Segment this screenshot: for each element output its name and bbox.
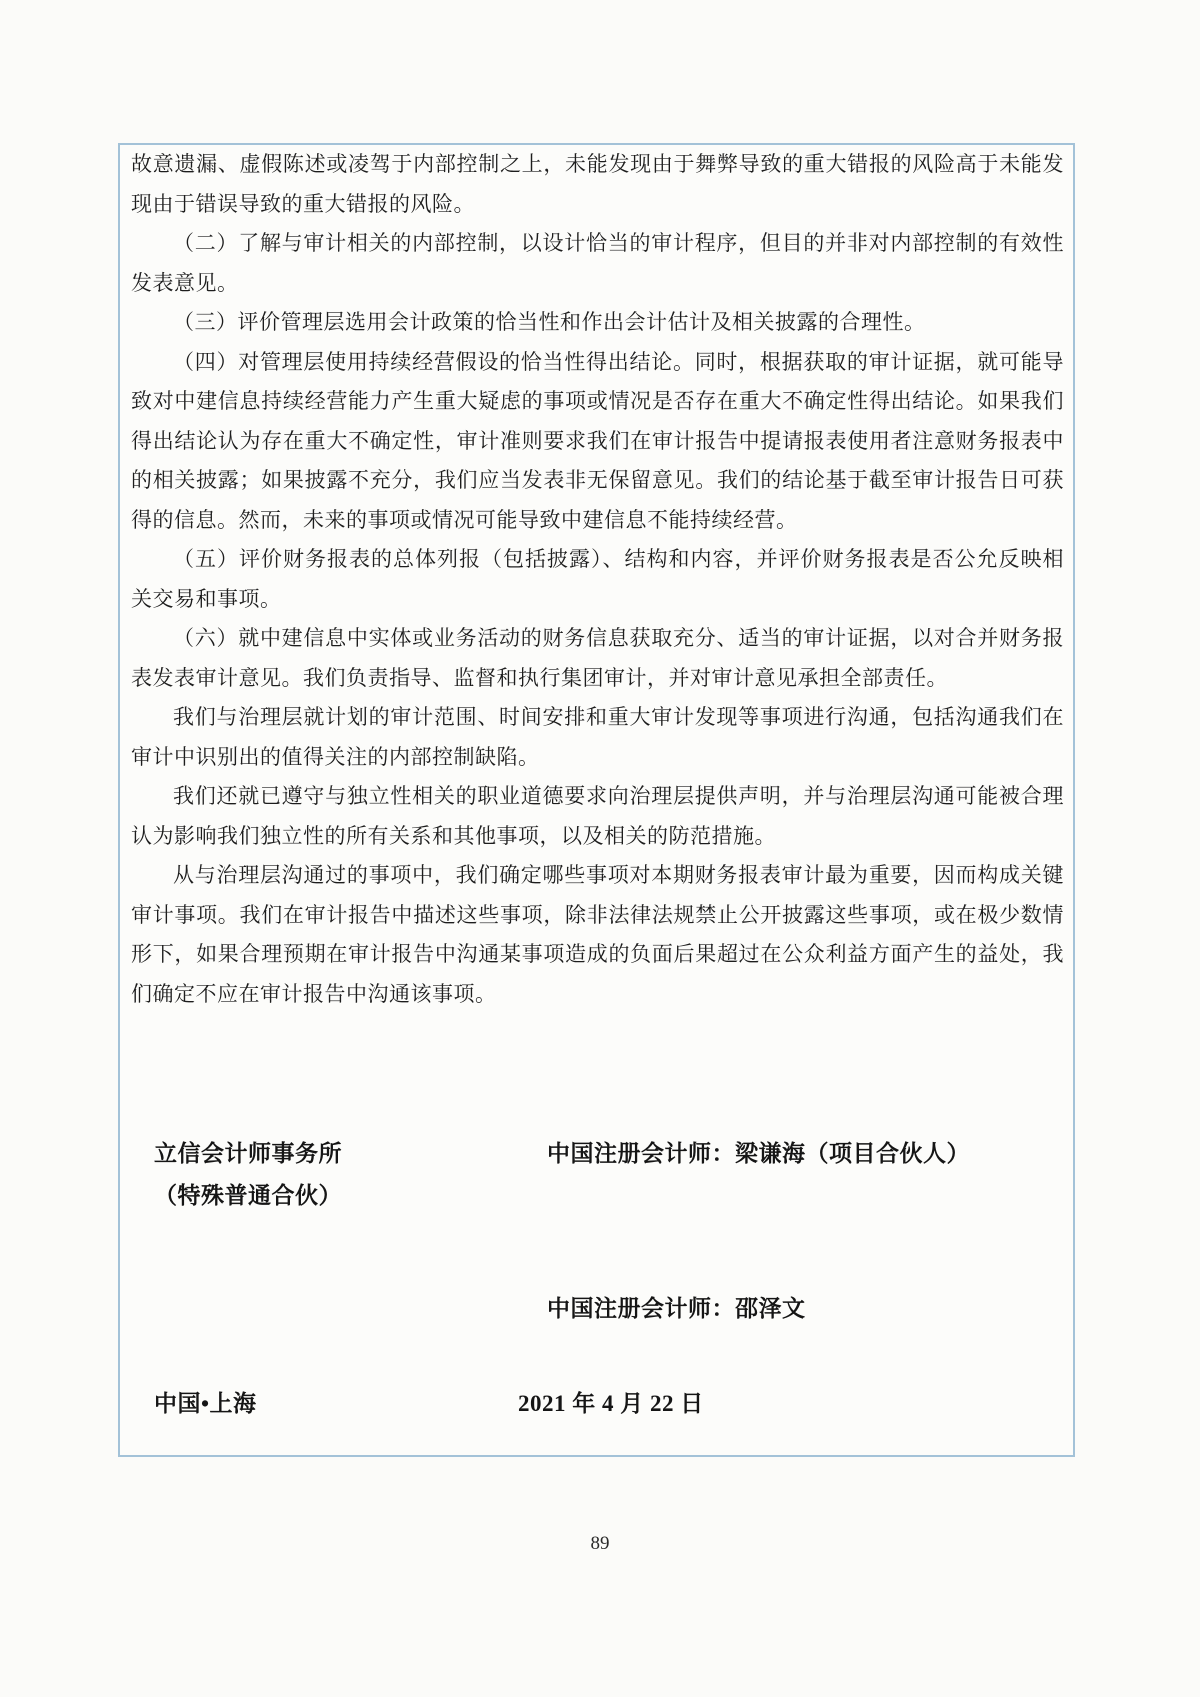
signature-date: 2021 年 4 月 22 日	[518, 1391, 704, 1416]
body-paragraph: （六）就中建信息中实体或业务活动的财务信息获取充分、适当的审计证据，以对合并财务报表发表审计意见。我们负责指导、监督和执行集团审计，并对审计意见承担全部责任。	[131, 626, 1064, 690]
signature-cpa-second: 中国注册会计师：邵泽文	[547, 1296, 806, 1321]
text-border-frame	[118, 143, 1075, 1457]
body-paragraph: 我们与治理层就计划的审计范围、时间安排和重大审计发现等事项进行沟通，包括沟通我们在审计中识别出的值得关注的内部控制缺陷。	[131, 705, 1064, 769]
page-number: 89	[590, 1533, 610, 1554]
body-paragraph: 故意遗漏、虚假陈述或凌驾于内部控制之上，未能发现由于舞弊导致的重大错报的风险高于未能发现由于错误导致的重大错报的风险。	[131, 152, 1064, 216]
body-paragraph: （五）评价财务报表的总体列报（包括披露）、结构和内容，并评价财务报表是否公允反映相关交易和事项。	[131, 547, 1064, 611]
body-text-block	[131, 145, 1064, 1014]
body-paragraph: （四）对管理层使用持续经营假设的恰当性得出结论。同时，根据获取的审计证据，就可能导致对中建信息持续经营能力产生重大疑虑的事项或情况是否存在重大不确定性得出结论。如果我们得出结论认为存在重大不确定性，审计准则要求我们在审计报告中提请报表使用者注意财务报表中的相关披露；如果披露不充分，我们应当发表非无保留意见。我们的结论基于截至审计报告日可获得的信息。然而，未来的事项或情况可能导致中建信息不能持续经营。	[131, 349, 1064, 532]
signature-firm-name: 立信会计师事务所	[154, 1141, 342, 1166]
signature-firm-type: （特殊普通合伙）	[154, 1183, 342, 1208]
body-paragraph: （二）了解与审计相关的内部控制，以设计恰当的审计程序，但目的并非对内部控制的有效性发表意见。	[131, 231, 1064, 295]
signature-cpa-partner: 中国注册会计师：梁谦海（项目合伙人）	[547, 1141, 970, 1166]
body-paragraph: （三）评价管理层选用会计政策的恰当性和作出会计估计及相关披露的合理性。	[173, 310, 926, 334]
body-paragraph: 从与治理层沟通过的事项中，我们确定哪些事项对本期财务报表审计最为重要，因而构成关键审计事项。我们在审计报告中描述这些事项，除非法律法规禁止公开披露这些事项，或在极少数情形下，如果合理预期在审计报告中沟通某事项造成的负面后果超过在公众利益方面产生的益处，我们确定不应在审计报告中沟通该事项。	[131, 863, 1064, 1006]
signature-location: 中国•上海	[154, 1391, 257, 1416]
body-paragraph: 我们还就已遵守与独立性相关的职业道德要求向治理层提供声明，并与治理层沟通可能被合理认为影响我们独立性的所有关系和其他事项，以及相关的防范措施。	[131, 784, 1064, 848]
